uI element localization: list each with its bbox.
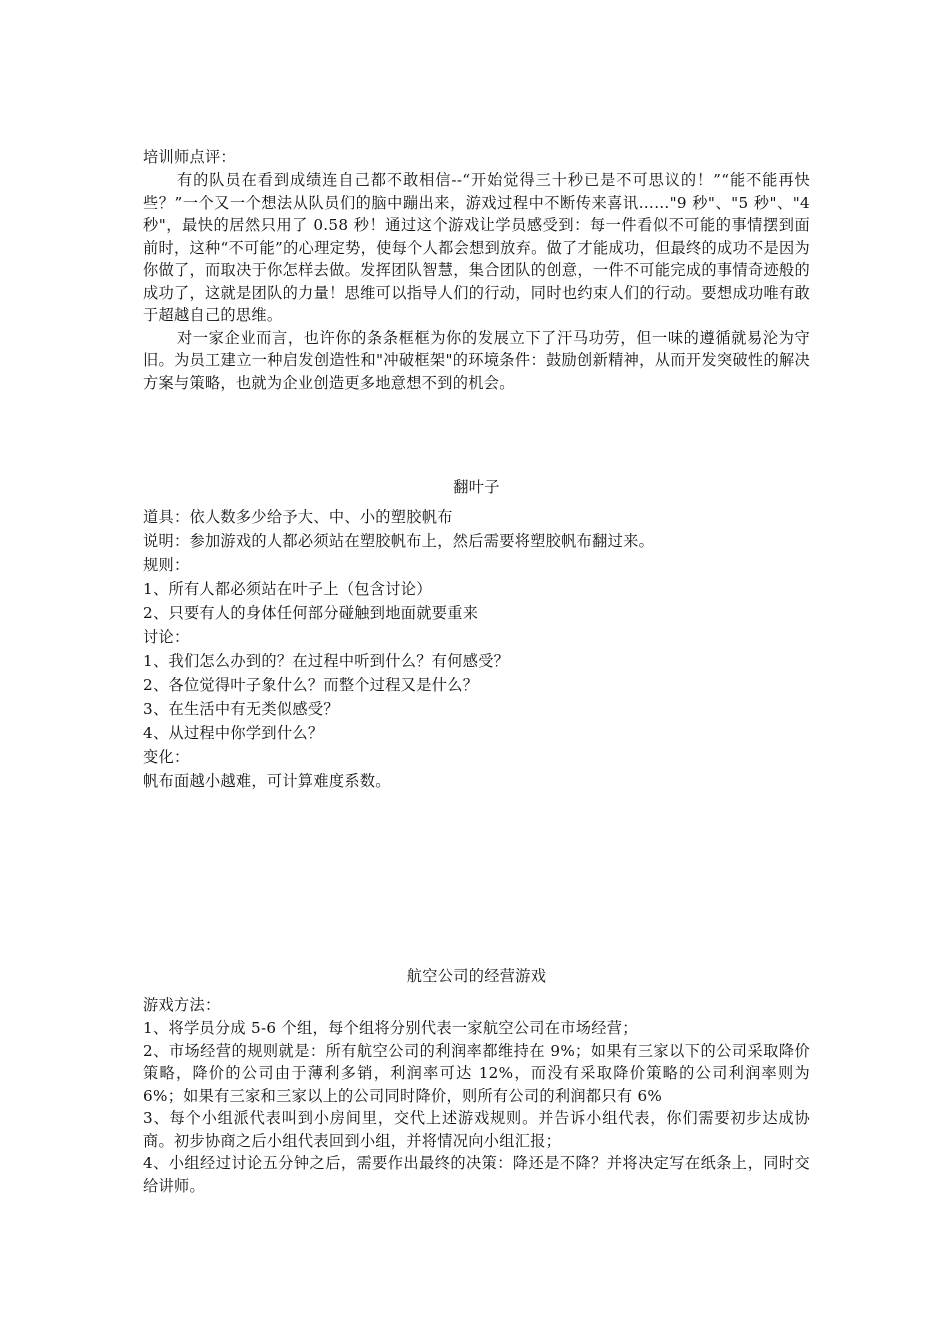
leaf-game-line: 道具：依人数多少给予大、中、小的塑胶帆布 [143, 508, 453, 526]
leaf-game-line: 2、只要有人的身体任何部分碰触到地面就要重来 [143, 604, 479, 622]
airline-game-item: 1、将学员分成 5-6 个组，每个组将分别代表一家航空公司在市场经营； [143, 1019, 638, 1037]
leaf-game-line: 说明：参加游戏的人都必须站在塑胶帆布上，然后需要将塑胶帆布翻过来。 [143, 532, 655, 550]
leaf-game-line: 2、各位觉得叶子象什么？而整个过程又是什么？ [143, 676, 479, 694]
airline-game-title: 航空公司的经营游戏 [406, 967, 547, 985]
leaf-game-line: 变化： [143, 748, 190, 766]
leaf-game-line: 3、在生活中有无类似感受？ [143, 700, 339, 718]
airline-game-item: 4、小组经过讨论五分钟之后，需要作出最终的决策：降还是不降？并将决定写在纸条上，同时交给讲师。 [143, 1154, 810, 1195]
leaf-game-section [143, 505, 810, 793]
leaf-game-line: 规则： [143, 556, 190, 574]
airline-game-intro: 游戏方法： [143, 996, 221, 1014]
trainer-review-section [143, 145, 810, 394]
leaf-game-title: 翻叶子 [453, 478, 500, 496]
review-paragraph-2: 对一家企业而言，也许你的条条框框为你的发展立下了汗马功劳，但一味的遵循就易沦为守旧。为员工建立一种启发创造性和"冲破框架"的环境条件：鼓励创新精神，从而开发突破性的解决方案与策略，也就为企业创造更多地意想不到的机会。 [143, 328, 810, 392]
airline-game-item: 3、每个小组派代表叫到小房间里，交代上述游戏规则。并告诉小组代表，你们需要初步达成协商。初步协商之后小组代表回到小组，并将情况向小组汇报； [143, 1109, 810, 1150]
airline-game-section [143, 993, 810, 1197]
leaf-game-line: 4、从过程中你学到什么？ [143, 724, 324, 742]
leaf-game-line: 讨论： [143, 628, 190, 646]
review-paragraph-1: 有的队员在看到成绩连自己都不敢相信--“开始觉得三十秒已是不可思议的！”“能不能再快些？”一个又一个想法从队员们的脑中蹦出来，游戏过程中不断传来喜讯……"9 秒"、"5 秒"、"4 秒"，最快的居然只用了 0.58 秒！通过这个游戏让学员感受到：每一件看似不可能的事情摆到面前时，这种“不可能”的心理定势，使每个人都会想到放弃。做了才能成功，但最终的成功不是因为你做了，而取决于你怎样去做。发挥团队智慧，集合团队的创意，一件不可能完成的事情奇迹般的成功了，这就是团队的力量！思维可以指导人们的行动，同时也约束人们的行动。要想成功唯有敢于超越自己的思维。 [143, 171, 810, 324]
airline-game-item: 2、市场经营的规则就是：所有航空公司的利润率都维持在 9%；如果有三家以下的公司采取降价策略，降价的公司由于薄利多销，利润率可达 12%，而没有采取降价策略的公司利润率则为 6%；如果有三家和三家以上的公司同时降价，则所有公司的利润都只有 6% [143, 1041, 810, 1105]
leaf-game-line: 帆布面越小越难，可计算难度系数。 [143, 772, 391, 790]
leaf-game-line: 1、所有人都必须站在叶子上（包含讨论） [143, 580, 432, 598]
review-heading: 培训师点评： [143, 148, 236, 166]
leaf-game-line: 1、我们怎么办到的？在过程中听到什么？有何感受？ [143, 652, 510, 670]
